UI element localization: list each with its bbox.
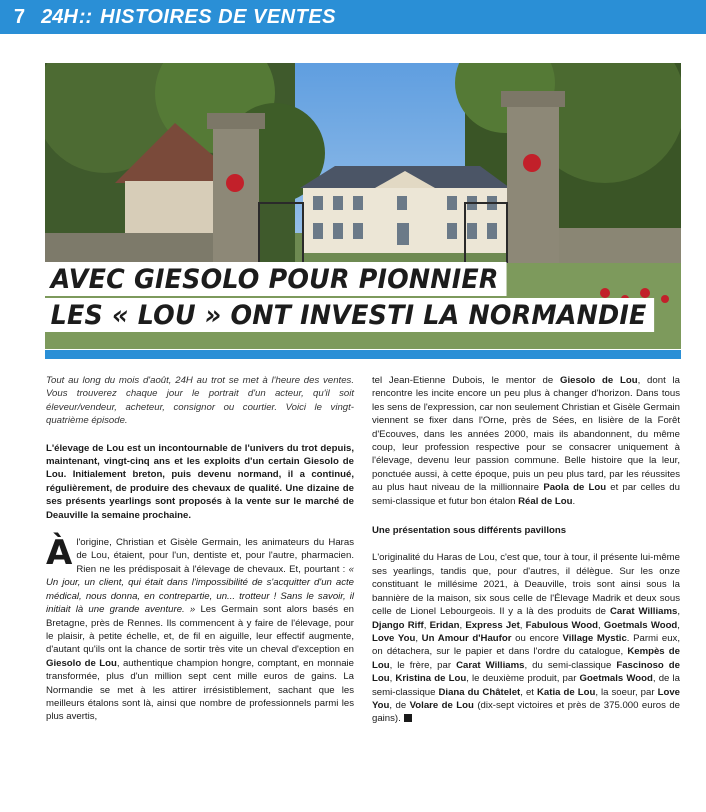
horse-name: Love You <box>372 686 680 711</box>
text-run: . Parmi eux, on détachera, sur le papier et dans l'ordre du catalogue, <box>372 632 680 658</box>
text-run: , la soeur, par <box>595 686 658 698</box>
horse-name: Kempès de Lou <box>372 646 681 671</box>
article-subhead: Une présentation sous différents pavillons <box>372 525 567 537</box>
text-run: , le frère, par <box>389 659 457 671</box>
text-run: , <box>598 619 604 631</box>
horse-name: Volare de Lou <box>409 699 474 711</box>
headline-line-2: LES « LOU » ONT INVESTI LA NORMANDIE <box>45 298 654 332</box>
headline-divider <box>45 350 681 359</box>
article-chapo: L'élevage de Lou est un incontournable de l'univers du trot depuis, maintenant, vingt-cinq ans et les exploits d'un certain Giesolo de Lou. Initialement breton, puis devenu normand, il a continué, régulièrement, de produire des chevaux de qualité. Une dizaine de ses présents yearlings sont proposés à la vente sur le marché de Deauville la semaine prochaine. <box>46 442 354 521</box>
text-run: , <box>423 619 430 631</box>
text-run: et par celles du semi-classique et futur bon étalon <box>372 482 680 507</box>
text-run: , dont la rencontre les incite encore un peu plus à changer d'horizon. Dans tous les sens de l'expression, car non seulement Christian et Gisèle Germain viennent se fixer dans l'Orne, près de Sées, en lisière de la Forêt d'Ecouves, dans les années 2000, mais ils abandonnent, du même coup, leur profession respective pour se consacrer uniquement à l'élevage, devenu leur passion commune. Belle histoire que la leur, ponctuée aussi, à cette époque, puis un peu plus tard, par les réussites au plus haut niveau de la millionnaire <box>372 375 681 494</box>
text-run: , <box>519 619 526 631</box>
horse-name: Express Jet <box>465 619 520 631</box>
text-run: , <box>677 606 681 618</box>
text-run: , <box>415 632 422 644</box>
horse-name: Fabulous Wood <box>525 619 598 631</box>
horse-name: Goetmals Wood <box>579 673 653 685</box>
horse-name: Fascinoso de Lou <box>372 659 680 685</box>
horse-name: Django Riff <box>372 619 424 631</box>
horse-name: Giesolo de Lou <box>560 375 638 386</box>
text-run: , authentique champion hongre, comptant, en monnaie transformée, plus d'un million sept cent mille euros de gains. La Normandie se met à les attirer irrésistiblement, sachant que les meilleurs étalons sont là, ainsi que nombre de professionnels parmi les plus avertis, <box>46 657 355 723</box>
brand-logo <box>41 6 92 29</box>
text-run: , le deuxième produit, par <box>466 673 580 685</box>
column-left <box>46 374 354 724</box>
headline-line-1: AVEC GIESOLO POUR PIONNIER <box>45 262 506 296</box>
text-run: , du semi-classique <box>524 659 617 671</box>
drop-cap: À <box>46 533 73 574</box>
text-run: , de la semi-classique <box>372 673 680 698</box>
text-run: , de <box>389 699 410 711</box>
text-run: , <box>389 673 396 685</box>
horse-name: Katia de Lou <box>537 686 596 698</box>
brand-name: 24H <box>41 5 78 28</box>
text-run: , et <box>520 686 537 698</box>
quote: « Un jour, un client, qui était dans l'impossibilité de s'acquitter d'un acte médical, nous donna, en contrepartie, un... trotteur ! Sans le savoir, il initiait là une grande aventure. » <box>46 563 354 616</box>
page-header <box>0 0 706 34</box>
horse-name: Kristina de Lou <box>395 673 467 685</box>
body-paragraph-1 <box>46 533 355 724</box>
article-headline <box>45 262 693 332</box>
horse-name: Réal de Lou <box>518 495 573 507</box>
horse-name: Carat Williams <box>609 606 678 618</box>
horse-name: Diana du Châtelet <box>438 686 521 698</box>
text-run: . <box>572 495 576 507</box>
text-run: L'originalité du Haras de Lou, c'est que, tour à tour, il présente lui-même ses yearlings, tandis que, pour d'autres, il délègue. Sur les onze constituant le millésime 2021, à Deauville, trois sont ainsi sous la bannière de la maison, six sous celle de l'Élevage Madrik et deux sous celle de Lionel Lebourgeois. Il y a là des produits de <box>372 552 680 618</box>
brand-mark: :: <box>78 5 93 28</box>
text-run: , <box>459 619 466 631</box>
horse-name: Paola de Lou <box>543 482 607 494</box>
body-paragraph-2 <box>372 374 680 508</box>
text-run: (dix-sept victoires et près de 375.000 euros de gains). <box>372 699 680 725</box>
horse-name: Giesolo de Lou <box>46 657 117 669</box>
body-paragraph-3 <box>372 551 680 725</box>
article-intro: Tout au long du mois d'août, 24H au trot se met à l'heure des ventes. Vous trouverez chaque jour le portrait d'un acteur, qu'il soit éleveur/vendeur, acheteur, consignor ou courtier. Voici le vingt-quatrième épisode. <box>46 375 354 427</box>
text-run: l'origine, Christian et Gisèle Germain, les animateurs du Haras de Lou, étaient, pour l'un, dentiste et, pour l'autre, pharmacien. Rien ne les prédisposait à l'élevage de chevaux. Et, pourtant : <box>76 537 354 575</box>
text-run: , <box>677 619 680 631</box>
end-of-article-mark <box>404 714 412 722</box>
horse-name: Goetmals Wood <box>603 619 678 631</box>
horse-name: Eridan <box>429 619 460 631</box>
horse-name: Carat Williams <box>456 659 525 671</box>
text-run: tel Jean-Etienne Dubois, le mentor de <box>372 375 561 386</box>
column-right <box>372 374 680 726</box>
page-number: 7 <box>14 5 26 28</box>
horse-name: Village Mystic <box>562 632 627 644</box>
horse-name: Un Amour d'Haufor <box>421 632 512 644</box>
section-title: HISTOIRES DE VENTES <box>100 5 337 28</box>
horse-name: Love You <box>372 632 416 644</box>
text-run: Les Germain sont alors basés en Bretagne, près de Rennes. Ils commencent à y faire de l'élevage, pour le plaisir, à petite échelle, et, de fil en aiguille, leur effectif augmente, d'autant qu'ils ont la chance de sortir très vite un cheval d'exception en <box>46 604 354 656</box>
text-run: ou encore <box>511 632 563 644</box>
